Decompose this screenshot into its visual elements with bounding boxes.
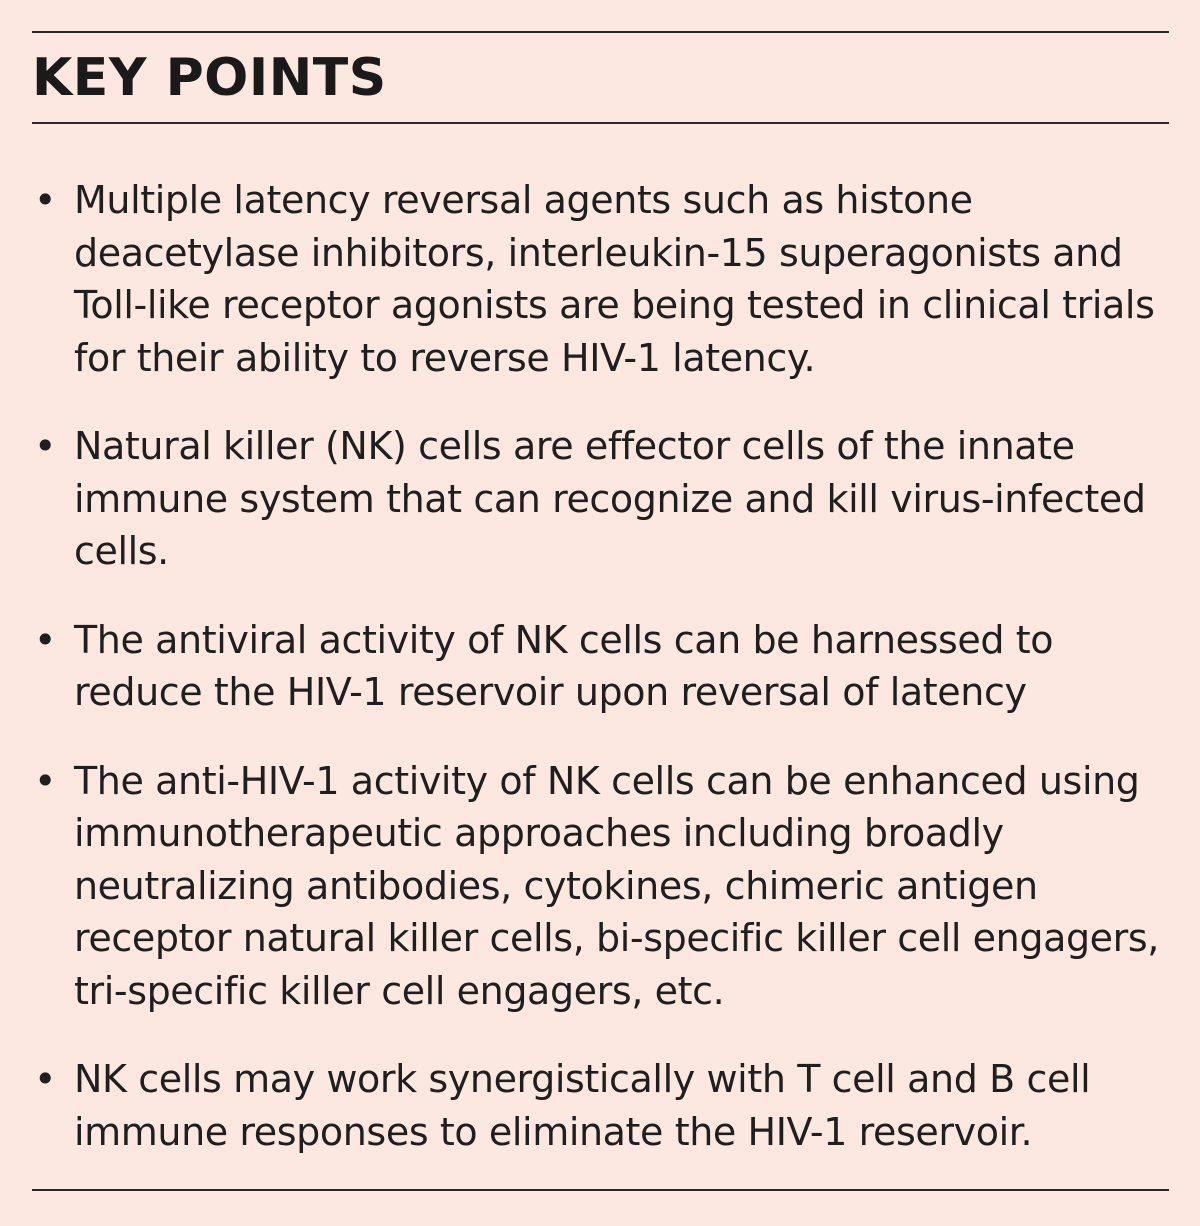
key-point-text: The anti-HIV-1 activity of NK cells can be enhanced using immunotherapeutic approaches including broadly neutralizing antibodies, cytokines, chimeric antigen receptor natural killer cells, bi-specific killer cell engagers, tri-specific killer cell engagers, etc. bbox=[74, 758, 1159, 1013]
title-divider bbox=[32, 122, 1169, 124]
box-title: KEY POINTS bbox=[32, 48, 387, 108]
key-point-1 bbox=[32, 174, 1172, 384]
bullet-icon: • bbox=[34, 1057, 57, 1101]
bullet-icon: • bbox=[34, 424, 57, 468]
bullet-icon: • bbox=[34, 617, 57, 662]
bottom-divider bbox=[32, 1189, 1169, 1191]
key-point-text: Natural killer (NK) cells are effector cells of the innate immune system that can recognize and kill virus-infected cells. bbox=[74, 424, 1146, 573]
key-point-text: The antiviral activity of NK cells can be harnessed to reduce the HIV-1 reservoir upon reversal of latency bbox=[74, 617, 1054, 714]
top-divider bbox=[32, 31, 1169, 33]
key-point-text: Multiple latency reversal agents such as histone deacetylase inhibitors, interleukin-15 superagonists and Toll-like receptor agonists are being tested in clinical trials for their ability to reverse HIV-1 latency. bbox=[74, 178, 1155, 380]
key-point-text: NK cells may work synergistically with T cell and B cell immune responses to eliminate the HIV-1 reservoir. bbox=[74, 1057, 1091, 1154]
bullet-icon: • bbox=[34, 178, 57, 222]
key-points-list bbox=[32, 174, 1172, 1158]
key-point-3 bbox=[32, 614, 1172, 719]
key-point-5 bbox=[32, 1053, 1172, 1158]
bullet-icon: • bbox=[34, 758, 57, 803]
key-point-2 bbox=[32, 420, 1172, 578]
key-point-4 bbox=[32, 755, 1172, 1018]
